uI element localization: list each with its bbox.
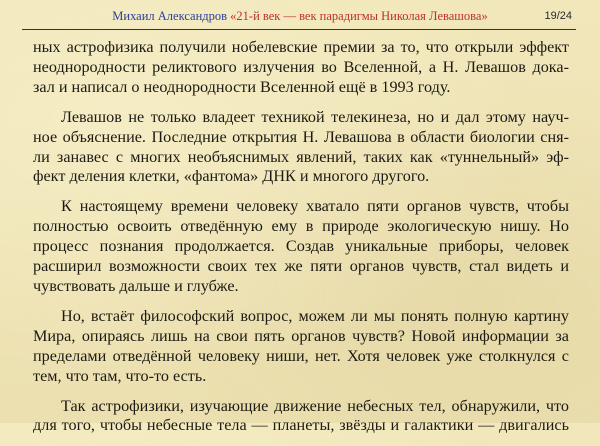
text-line: Так астрофизики, изучающие движение небесных тел, обнаружили, что [61,396,569,415]
text-line: фект деления клетки, «фантома» ДНК и многого другого. [33,167,430,186]
header-divider [22,29,576,30]
text-line: неоднородности реликтового излучения во Вселенной, а Н. Левашов дока- [33,57,569,76]
text-line: для того, чтобы небесные тела — планеты, звёзды и галактики — двигались [33,416,569,435]
text-line: чувствовать дальше и глубже. [33,276,239,295]
paragraph-1 [33,38,569,98]
text-line: Мира, опираясь лишь на свои пять органов чувств? Новой информации за [33,326,569,345]
text-line: полностью освоить отведённую ему в природе экологическую нишу. Но [33,217,569,236]
running-header-title [0,9,600,23]
paragraph-2 [33,108,569,188]
paragraph-5 [33,397,569,437]
text-line: ли занавес с многих необъяснимых явлений, таких как «туннельный» эф- [33,147,569,166]
text-line: расширил возможности своих тех же пяти органов чувств, стал видеть и [33,257,569,276]
text-line: К настоящему времени человеку хватало пяти органов чувств, чтобы [61,197,569,216]
page-number: 19/24 [544,10,572,22]
text-line: процесс познания продолжается. Создав уникальные приборы, человек [33,237,569,256]
text-line: зал и написал о неоднородности Вселенной ещё в 1993 году. [33,77,451,96]
paragraph-4 [33,307,569,387]
text-line: Левашов не только владеет техникой телекинеза, но и дал этому науч- [61,107,569,126]
text-line: Но, встаёт философский вопрос, можем ли мы понять полную картину [61,306,569,325]
page-header [0,0,600,30]
header-book-title: «21-й век — век парадигмы Николая Левашова» [230,9,488,23]
document-body [33,38,569,446]
text-line: тем, что там, что-то есть. [33,366,207,385]
text-line: пределами отведённой человеку ниши, нет. Хотя человек уже столкнулся с [33,346,569,365]
header-author: Михаил Александров [112,9,228,23]
text-line: ное объяснение. Последние открытия Н. Левашова в области биологии сня- [33,127,569,146]
paragraph-3 [33,197,569,297]
text-line: ных астрофизика получили нобелевские премии за то, что открыли эффект [33,38,569,56]
